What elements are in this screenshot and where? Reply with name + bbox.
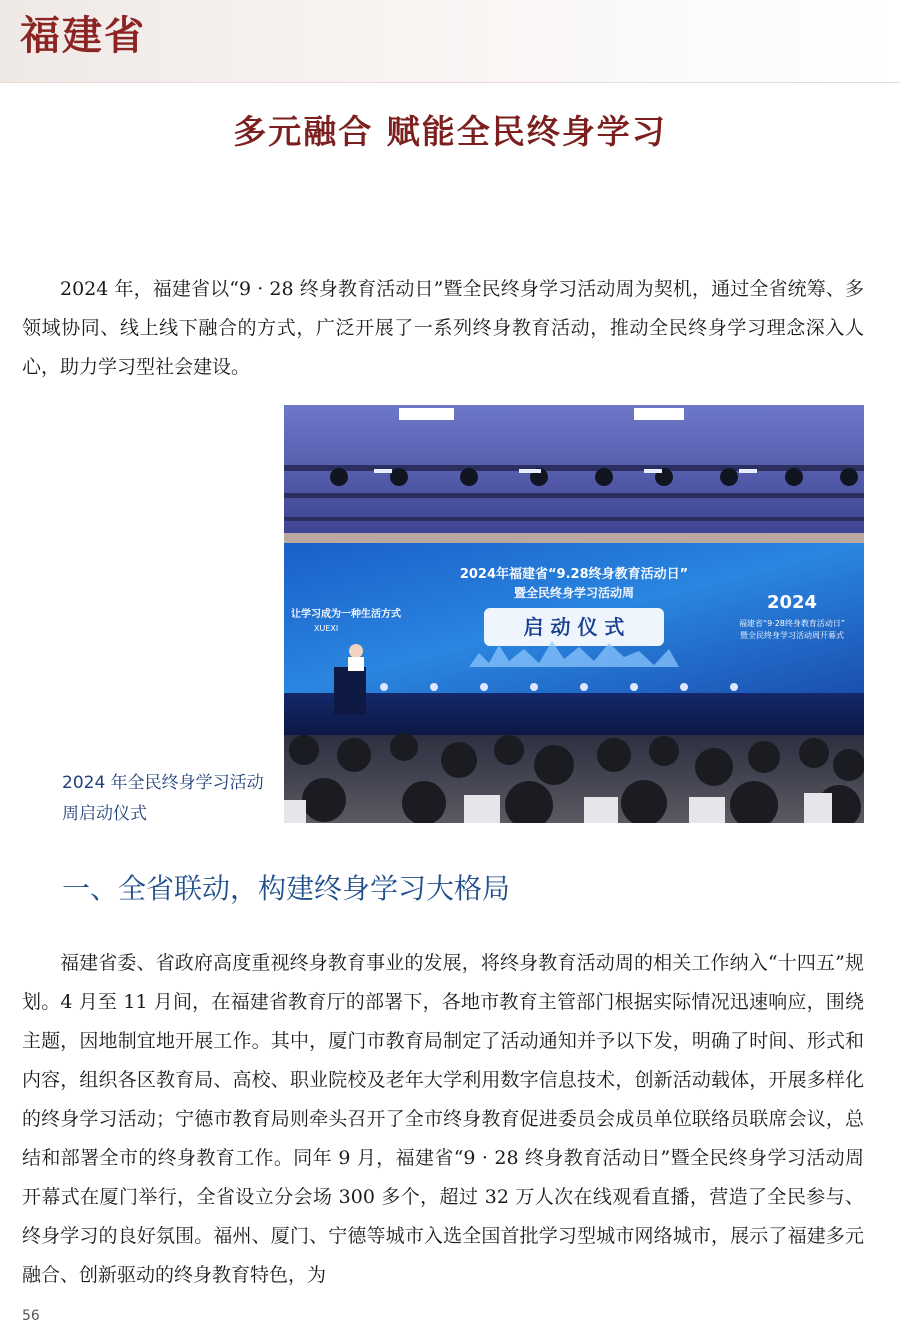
screen-year-text: 2024	[766, 592, 818, 613]
screen-title-line1: 2024年福建省“9.28终身教育活动日”	[459, 567, 689, 582]
screen-right-line2: 暨全民终身学习活动周开幕式	[740, 631, 844, 640]
screen-slogan-sub: XUEXI	[314, 624, 339, 633]
screen-ceremony-text: 启 动 仪 式	[523, 615, 625, 639]
screen-slogan: 让学习成为一种生活方式	[291, 609, 401, 620]
section-heading: 一、全省联动，构建终身学习大格局	[62, 872, 511, 905]
province-label: 福建省	[20, 13, 146, 59]
intro-paragraph: 2024 年，福建省以“9 · 28 终身教育活动日”暨全民终身学习活动周为契机，通过全省统筹、多领域协同、线上线下融合的方式，广泛开展了一系列终身教育活动，推动全民终身学习理念深入人心，助力学习型社会建设。	[22, 278, 864, 378]
article-title: 多元融合 赋能全民终身学习	[233, 112, 667, 151]
event-photo	[284, 405, 864, 823]
page-number: 56	[22, 1308, 40, 1324]
section-paragraph: 福建省委、省政府高度重视终身教育事业的发展，将终身教育活动周的相关工作纳入“十四五”规划。4 月至 11 月间，在福建省教育厅的部署下，各地市教育主管部门根据实际情况迅速响应，围绕主题，因地制宜地开展工作。其中，厦门市教育局制定了活动通知并予以下发，明确了时间、形式和内容，组织各区教育局、高校、职业院校及老年大学利用数字信息技术，创新活动载体，开展多样化的终身学习活动；宁德市教育局则牵头召开了全市终身教育促进委员会成员单位联络员联席会议，总结和部署全市的终身教育工作。同年 9 月，福建省“9 · 28 终身教育活动日”暨全民终身学习活动周开幕式在厦门举行，全省设立分会场 300 多个，超过 32 万人次在线观看直播，营造了全民参与、终身学习的良好氛围。福州、厦门、宁德等城市入选全国首批学习型城市网络城市，展示了福建多元融合、创新驱动的终身教育特色，为	[22, 952, 864, 1286]
photo-caption: 2024 年全民终身学习活动周启动仪式	[62, 773, 264, 824]
screen-title-line2: 暨全民终身学习活动周	[513, 586, 635, 600]
screen-right-line1: 福建省“9·28终身教育活动日”	[738, 619, 846, 628]
